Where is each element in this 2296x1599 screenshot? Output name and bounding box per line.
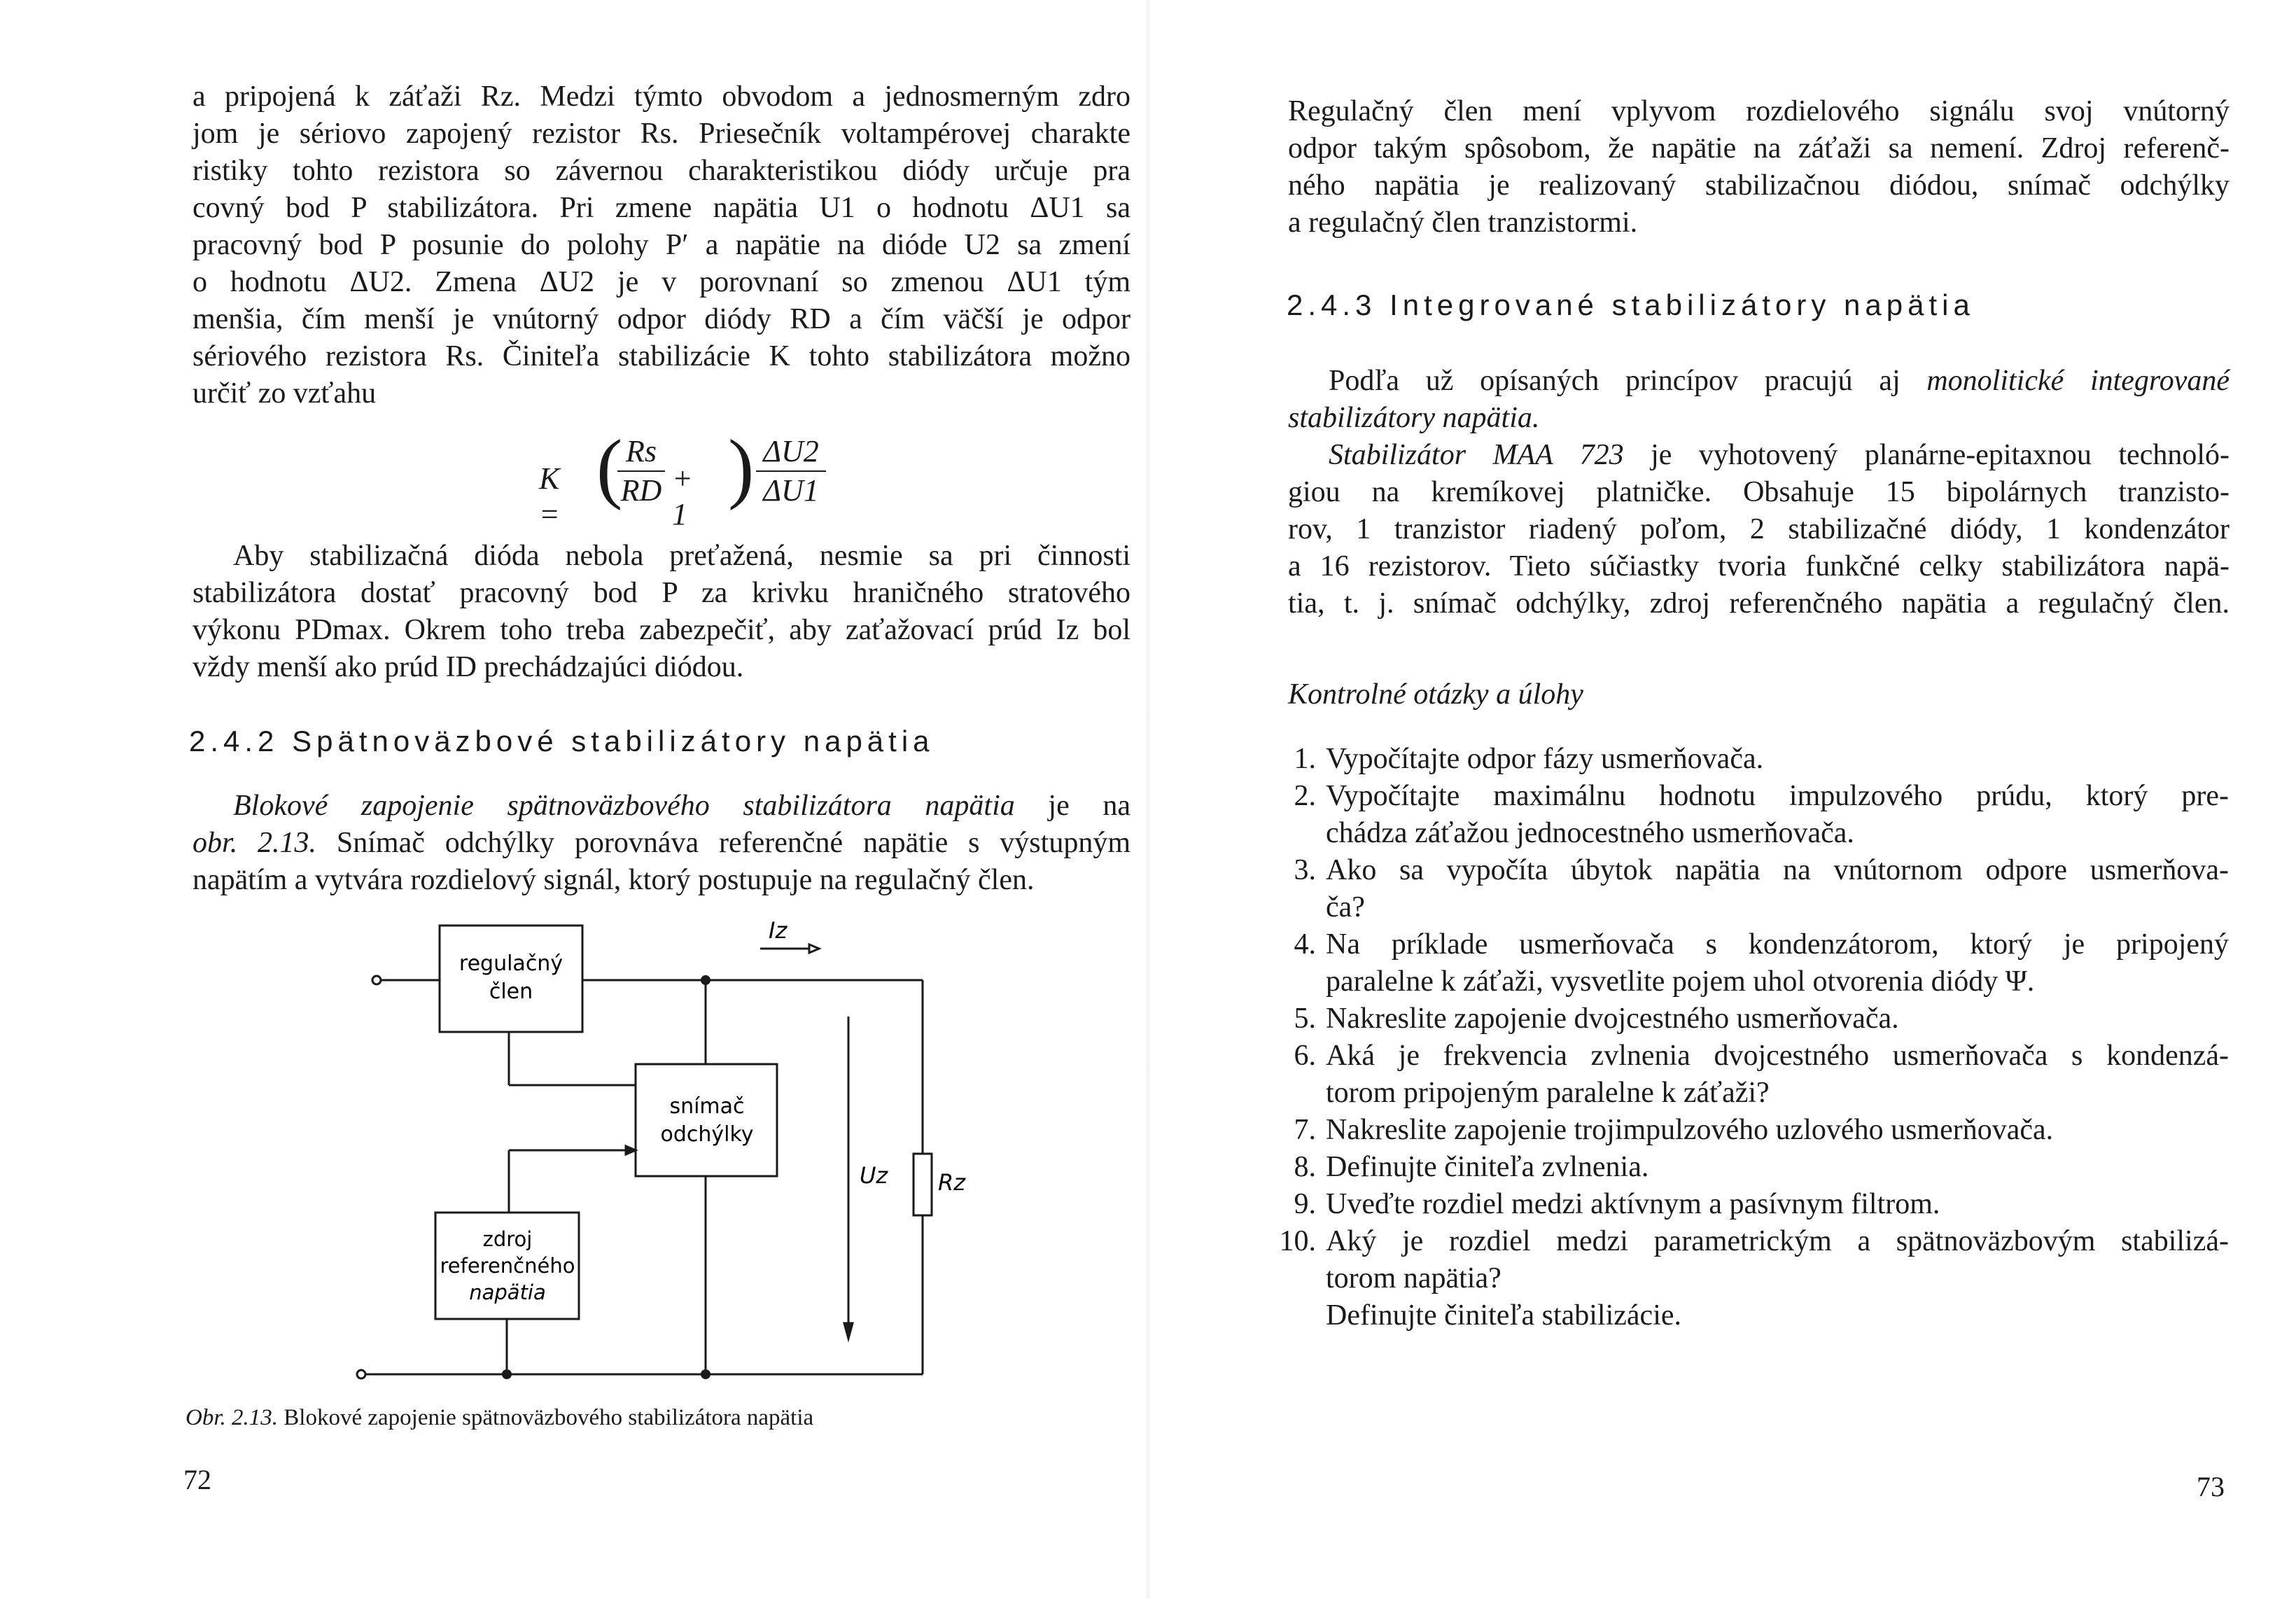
italic-phrase: Stabilizátor MAA 723: [1329, 439, 1624, 471]
caption-figure-number: Obr. 2.13.: [186, 1405, 279, 1430]
text-line: [1288, 363, 2230, 400]
sensor-label-1: snímač: [669, 1094, 745, 1119]
question-number: 3.: [1294, 854, 1316, 886]
question-text: [1326, 1149, 2229, 1186]
text-line: giou na kremíkovej platničke. Obsahuje 15 bipolárnych tranzisto-: [1288, 476, 2230, 508]
formula-close-paren: ): [728, 424, 755, 511]
text-span: je vyhotovený planárne-epitaxnou technoló-: [1623, 439, 2230, 471]
text-line: stabilizátory napätia.: [1288, 402, 1540, 434]
text-span: Podľa už opísaných princípov pracujú aj: [1329, 365, 1927, 397]
italic-phrase: monolitické integrované: [1926, 365, 2230, 397]
text-line: vždy menší ako prúd ID prechádzajúci diódou.: [192, 651, 744, 683]
formula-lhs: K =: [539, 461, 560, 531]
voltage-label: Uz: [860, 1162, 888, 1189]
right-paragraph-3: [1288, 437, 2230, 622]
fraction-numerator: ΔU2: [763, 434, 819, 468]
text-line: torom pripojeným paralelne k záťaži?: [1326, 1077, 1770, 1109]
text-line: tia, t. j. snímač odchýlky, zdroj referenčného napätia a regulačný člen.: [1288, 587, 2230, 620]
question-number: 5.: [1294, 1003, 1316, 1035]
question-text: [1326, 1112, 2229, 1149]
question-number: 7.: [1294, 1114, 1316, 1146]
question-text: [1326, 1186, 2229, 1223]
text-line: ristiky tohto rezistora so závernou charakteristikou diódy určuje pra: [192, 155, 1130, 187]
text-line: Regulačný člen mení vplyvom rozdielového signálu svoj vnútorný: [1288, 95, 2230, 127]
text-line: Na príklade usmerňovača s kondenzátorom, ktorý je pripojený: [1326, 928, 2229, 961]
resistor-label: Rz: [938, 1169, 966, 1196]
text-line: Nakreslite zapojenie dvojcestného usmerňovača.: [1326, 1003, 1899, 1035]
text-line: výkonu PDmax. Okrem toho treba zabezpečiť, aby zaťažovací prúd Iz bol: [192, 614, 1130, 646]
text-line: Aký je rozdiel medzi parametrickým a spätnoväzbovým stabilizá-: [1326, 1225, 2229, 1257]
question-text: [1326, 1223, 2229, 1334]
page-number-left: 72: [183, 1464, 211, 1495]
section-heading-243: 2.4.3 Integrované stabilizátory napätia: [1287, 288, 1975, 321]
regulator-label-1: regulačný: [458, 951, 564, 976]
text-line: chádza záťažou jednocestného usmerňovača.: [1326, 817, 1854, 849]
question-text: [1326, 741, 2229, 778]
text-line: Nakreslite zapojenie trojimpulzového uzlového usmerňovača.: [1326, 1114, 2054, 1146]
caption-text: Blokové zapojenie spätnoväzbového stabilizátora napätia: [284, 1405, 814, 1430]
text-line: paralelne k záťaži, vysvetlite pojem uhol otvorenia diódy Ψ.: [1326, 965, 2035, 998]
text-line: pracovný bod P posunie do polohy P′ a napätie na dióde U2 sa zmení: [192, 229, 1130, 261]
sensor-label-2: odchýlky: [660, 1122, 754, 1147]
regulator-label-2: člen: [489, 979, 533, 1004]
question-text: [1326, 1038, 2229, 1112]
question-text: [1326, 778, 2229, 852]
text-line: odpor takým spôsobom, že napätie na záťaži sa nemení. Zdroj referenč-: [1288, 132, 2230, 165]
text-line: rov, 1 tranzistor riadený poľom, 2 stabilizačné diódy, 1 kondenzátor: [1288, 513, 2230, 545]
text-line: ča?: [1326, 891, 1365, 923]
formula-open-paren: (: [596, 424, 623, 511]
text-line: a regulačný člen tranzistormi.: [1288, 207, 1638, 239]
text-line: napätím a vytvára rozdielový signál, ktorý postupuje na regulačný člen.: [192, 864, 1035, 896]
text-line: Definujte činiteľa stabilizácie.: [1326, 1299, 1681, 1332]
question-number: 6.: [1294, 1040, 1316, 1072]
question-number: 1.: [1294, 743, 1316, 775]
text-line: jom je sériovo zapojený rezistor Rs. Priesečník voltampérovej charakte: [192, 118, 1130, 150]
text-line: Definujte činiteľa zvlnenia.: [1326, 1151, 1649, 1183]
question-number: 8.: [1294, 1151, 1316, 1183]
question-text: [1326, 1000, 2229, 1038]
right-paragraph-2: [1288, 363, 2230, 437]
text-line: a pripojená k záťaži Rz. Medzi týmto obvodom a jednosmerným zdro: [192, 81, 1130, 113]
fraction-denominator: ΔU1: [763, 473, 819, 508]
question-number: 10.: [1279, 1225, 1316, 1257]
text-line: covný bod P stabilizátora. Pri zmene napätia U1 o hodnotu ΔU1 sa: [192, 192, 1130, 224]
right-paragraph-1: [1288, 93, 2230, 242]
reference-label-2: referenčného: [440, 1254, 575, 1278]
text-line: torom napätia?: [1326, 1262, 1502, 1294]
question-number: 2.: [1294, 780, 1316, 812]
text-line: ného napätia je realizovaný stabilizačnou diódou, snímač odchýlky: [1288, 169, 2230, 202]
text-line: sériového rezistora Rs. Činiteľa stabilizácie K tohto stabilizátora možno: [192, 340, 1130, 372]
text-line: určiť zo vzťahu: [192, 377, 377, 410]
text-line: Vypočítajte odpor fázy usmerňovača.: [1326, 743, 1764, 775]
text-line: stabilizátora dostať pracovný bod P za krivku hraničného stratového: [192, 577, 1130, 609]
question-number: 9.: [1294, 1188, 1316, 1220]
question-text: [1326, 926, 2229, 1000]
text-line: a 16 rezistorov. Tieto súčiastky tvoria funkčné celky stabilizátora napä-: [1288, 550, 2230, 582]
fraction-denominator: RD: [620, 473, 662, 508]
reference-label-3: napätia: [469, 1280, 546, 1304]
text-span: je na: [1014, 790, 1131, 822]
formula-plus-one: + 1: [672, 461, 693, 531]
text-line: Vypočítajte maximálnu hodnotu impulzového prúdu, ktorý pre-: [1326, 780, 2229, 812]
fraction-numerator: Rs: [626, 434, 657, 468]
question-number: 4.: [1294, 928, 1316, 961]
question-text: [1326, 852, 2229, 926]
text-line: Uveďte rozdiel medzi aktívnym a pasívnym filtrom.: [1326, 1188, 1940, 1220]
text-line: o hodnotu ΔU2. Zmena ΔU2 je v porovnaní so zmenou ΔU1 tým: [192, 266, 1130, 298]
text-line: Ako sa vypočíta úbytok napätia na vnútornom odpore usmerňova-: [1326, 854, 2229, 886]
text-line: [1288, 437, 2230, 474]
text-span: Snímač odchýlky porovnáva referenčné napätie s výstupným: [316, 827, 1130, 859]
page-number-right: 73: [2197, 1471, 2225, 1502]
questions-heading: Kontrolné otázky a úlohy: [1288, 678, 1583, 711]
current-label: Iz: [769, 917, 788, 944]
section-heading-242: 2.4.2 Spätnoväzbové stabilizátory napätia: [189, 725, 934, 757]
text-line: Aká je frekvencia zvlnenia dvojcestného usmerňovača s kondenzá-: [1326, 1040, 2229, 1072]
reference-label-1: zdroj: [482, 1227, 533, 1251]
figure-reference: obr. 2.13.: [192, 827, 317, 859]
italic-phrase: Blokové zapojenie spätnoväzbového stabilizátora napätia: [233, 790, 1015, 822]
text-line: menšia, čím menší je vnútorný odpor diódy RD a čím väčší je odpor: [192, 303, 1130, 335]
text-line: Aby stabilizačná dióda nebola preťažená, nesmie sa pri činnosti: [233, 540, 1130, 572]
